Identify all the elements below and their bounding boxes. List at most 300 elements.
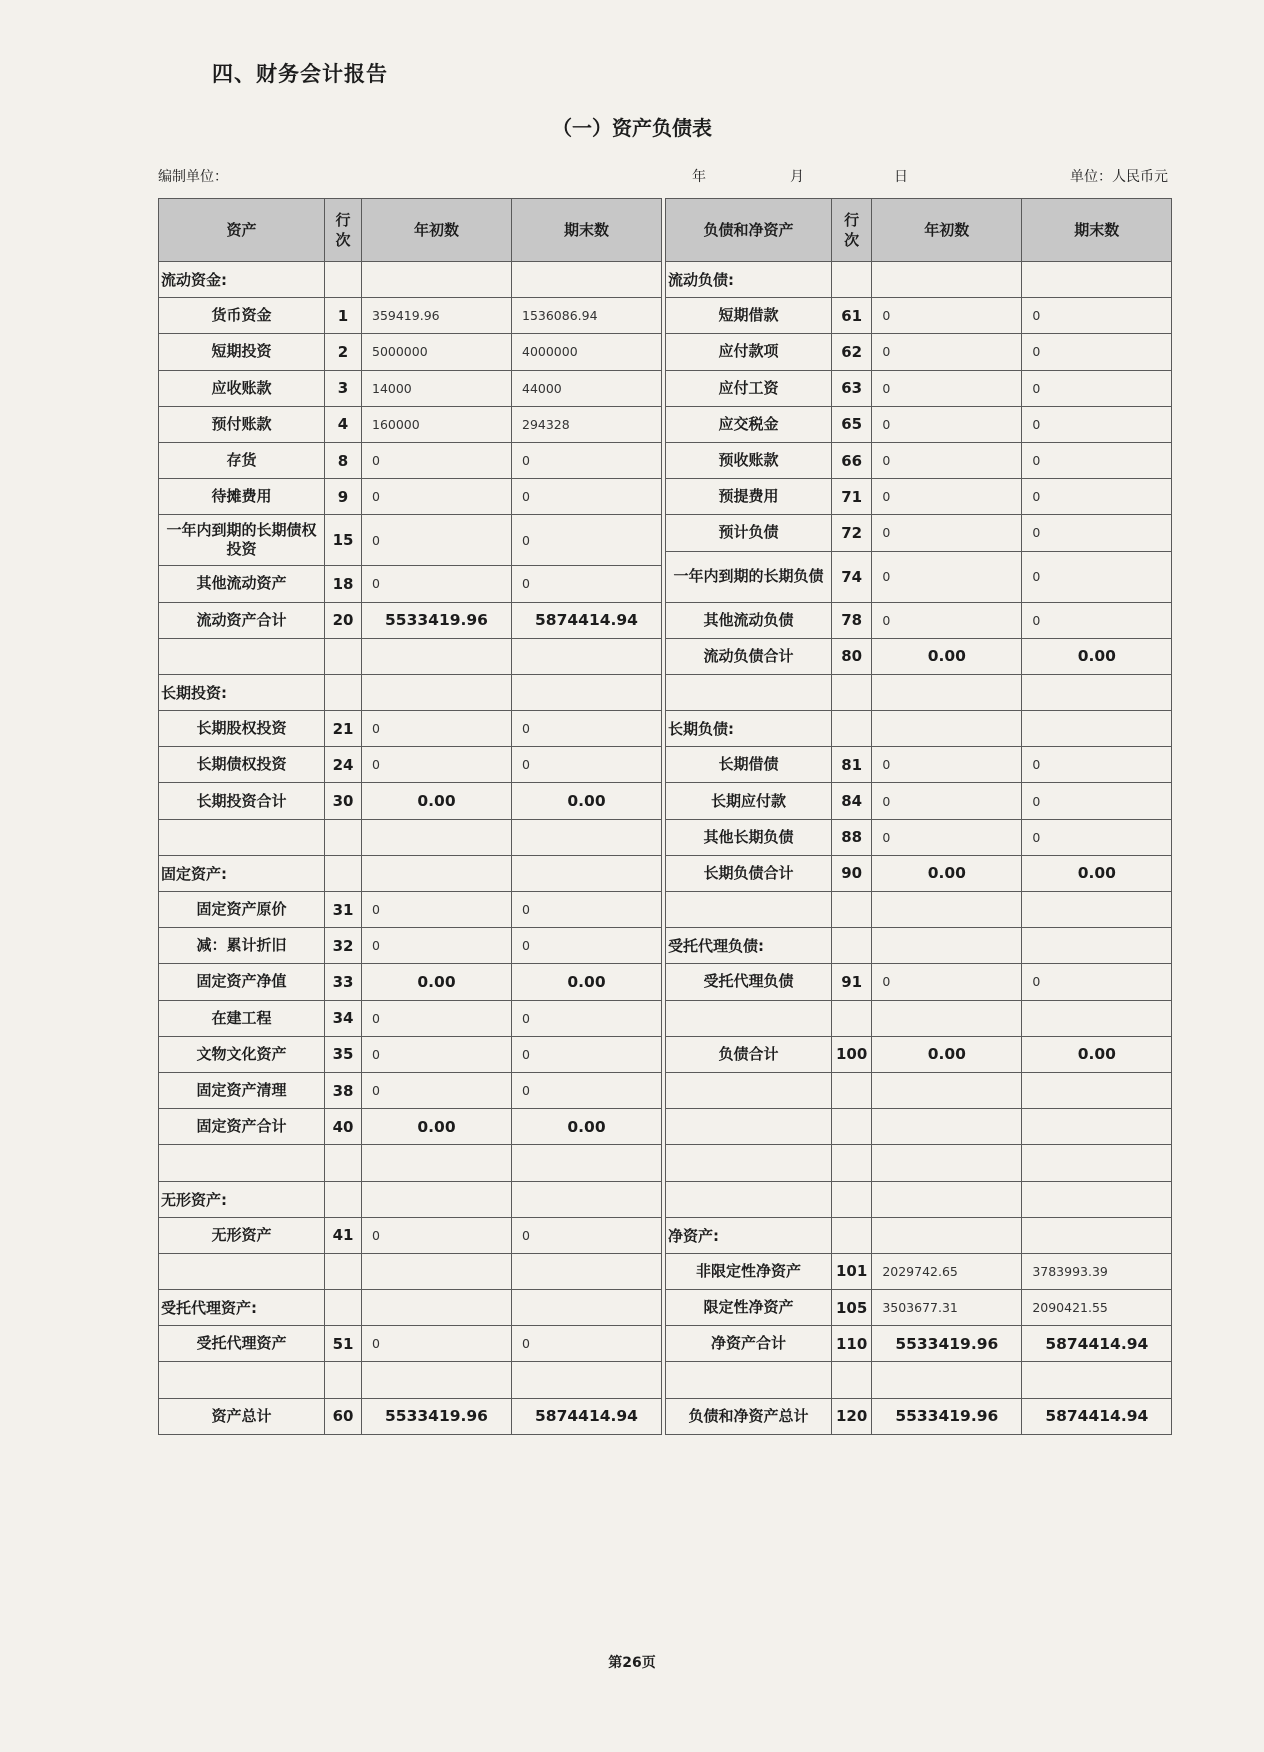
table-row (159, 298, 662, 334)
begin-value-cell (872, 711, 1022, 747)
end-value-cell: 0 (1022, 334, 1172, 370)
end-value-cell: 44000 (512, 370, 662, 406)
compiling-unit-label: 编制单位： (158, 169, 228, 185)
begin-value-cell: 0.00 (872, 855, 1022, 891)
row-label: 待摊费用 (159, 479, 325, 515)
table-row (159, 479, 662, 515)
end-value-cell: 0 (512, 1072, 662, 1108)
row-label: 减：累计折旧 (159, 928, 325, 964)
row-label: 货币资金 (159, 298, 325, 334)
row-label: 短期借款 (666, 298, 832, 334)
line-no-cell: 3 (325, 370, 362, 406)
end-value-cell (512, 855, 662, 891)
table-row (159, 1181, 662, 1217)
blank-cell (325, 1362, 362, 1398)
row-label: 应交税金 (666, 406, 832, 442)
row-label: 长期股权投资 (159, 711, 325, 747)
table-row (159, 515, 662, 566)
line-no-cell: 101 (832, 1253, 872, 1289)
begin-value-cell: 0 (362, 479, 512, 515)
begin-value-cell: 0 (362, 1000, 512, 1036)
end-value-cell: 5874414.94 (512, 602, 662, 638)
end-value-cell: 0.00 (1022, 1036, 1172, 1072)
row-label: 预收账款 (666, 442, 832, 478)
end-value-cell: 0 (1022, 370, 1172, 406)
blank-cell (1022, 674, 1172, 710)
line-no-cell (325, 262, 362, 298)
category-label: 流动负债: (666, 262, 832, 298)
begin-value-cell: 359419.96 (362, 298, 512, 334)
table-row (159, 1217, 662, 1253)
table-row (666, 855, 1172, 891)
line-no-cell: 18 (325, 566, 362, 602)
begin-value-cell: 0 (362, 566, 512, 602)
begin-value-cell (362, 262, 512, 298)
table-row (666, 1362, 1172, 1398)
end-value-cell: 0 (512, 1326, 662, 1362)
begin-value-cell: 5000000 (362, 334, 512, 370)
begin-value-cell: 0 (362, 1217, 512, 1253)
table-row (666, 819, 1172, 855)
line-no-cell (325, 1181, 362, 1217)
row-label: 长期借债 (666, 747, 832, 783)
table-row (159, 1145, 662, 1181)
row-label: 其他流动资产 (159, 566, 325, 602)
begin-value-cell: 0 (872, 298, 1022, 334)
blank-cell (325, 638, 362, 674)
table-row (159, 1398, 662, 1434)
line-no-cell: 9 (325, 479, 362, 515)
col-header-begin: 年初数 (362, 199, 512, 262)
end-value-cell: 3783993.39 (1022, 1253, 1172, 1289)
blank-cell (872, 1362, 1022, 1398)
begin-value-cell (362, 1181, 512, 1217)
begin-value-cell: 0 (362, 442, 512, 478)
row-label: 固定资产清理 (159, 1072, 325, 1108)
end-value-cell: 294328 (512, 406, 662, 442)
end-value-cell: 0 (1022, 442, 1172, 478)
line-no-cell: 84 (832, 783, 872, 819)
table-row (159, 406, 662, 442)
line-no-cell: 105 (832, 1290, 872, 1326)
end-value-cell: 0 (1022, 602, 1172, 638)
line-no-cell: 30 (325, 783, 362, 819)
blank-cell (832, 892, 872, 928)
end-value-cell: 0 (512, 928, 662, 964)
row-label: 存货 (159, 442, 325, 478)
end-value-cell: 0 (512, 566, 662, 602)
assets-table (158, 198, 662, 1435)
row-label: 应付工资 (666, 370, 832, 406)
table-row (159, 1362, 662, 1398)
row-label: 文物文化资产 (159, 1036, 325, 1072)
table-row (666, 928, 1172, 964)
line-no-cell (325, 1290, 362, 1326)
category-label: 长期投资: (159, 674, 325, 710)
line-no-cell (832, 928, 872, 964)
line-no-cell: 1 (325, 298, 362, 334)
begin-value-cell: 0 (872, 964, 1022, 1000)
table-row (666, 783, 1172, 819)
line-no-cell: 21 (325, 711, 362, 747)
line-no-cell: 41 (325, 1217, 362, 1253)
end-value-cell: 0.00 (512, 783, 662, 819)
table-row (159, 262, 662, 298)
table-row (666, 1181, 1172, 1217)
year-label: 年 (692, 169, 706, 185)
blank-cell (666, 1109, 832, 1145)
begin-value-cell: 0 (362, 892, 512, 928)
row-label: 长期债权投资 (159, 747, 325, 783)
table-title: （一）资产负债表 (552, 116, 712, 140)
col-header-line-no: 行次 (325, 199, 362, 262)
table-row (159, 1109, 662, 1145)
begin-value-cell: 0.00 (872, 638, 1022, 674)
page-number: 第26页 (608, 1655, 656, 1671)
end-value-cell: 0 (1022, 298, 1172, 334)
begin-value-cell: 5533419.96 (362, 602, 512, 638)
line-no-cell: 60 (325, 1398, 362, 1434)
category-label: 固定资产: (159, 855, 325, 891)
line-no-cell: 61 (832, 298, 872, 334)
blank-cell (362, 819, 512, 855)
table-row (666, 964, 1172, 1000)
table-row (159, 855, 662, 891)
table-row (666, 406, 1172, 442)
line-no-cell: 74 (832, 551, 872, 602)
row-label: 短期投资 (159, 334, 325, 370)
end-value-cell: 0 (512, 711, 662, 747)
table-row (159, 1072, 662, 1108)
end-value-cell: 5874414.94 (1022, 1398, 1172, 1434)
line-no-cell: 4 (325, 406, 362, 442)
line-no-cell: 32 (325, 928, 362, 964)
table-row (666, 551, 1172, 602)
table-row (666, 298, 1172, 334)
begin-value-cell: 0 (872, 783, 1022, 819)
line-no-cell: 51 (325, 1326, 362, 1362)
blank-cell (1022, 1181, 1172, 1217)
table-row (159, 674, 662, 710)
row-label: 一年内到期的长期债权投资 (159, 515, 325, 566)
begin-value-cell: 0.00 (362, 964, 512, 1000)
table-row (666, 334, 1172, 370)
begin-value-cell (362, 674, 512, 710)
line-no-cell (325, 855, 362, 891)
row-label: 预提费用 (666, 479, 832, 515)
end-value-cell: 0 (1022, 819, 1172, 855)
blank-cell (666, 1072, 832, 1108)
blank-cell (362, 1362, 512, 1398)
row-label: 其他长期负债 (666, 819, 832, 855)
table-row (159, 442, 662, 478)
end-value-cell: 0.00 (512, 1109, 662, 1145)
table-row (159, 783, 662, 819)
table-row (159, 1000, 662, 1036)
blank-cell (512, 638, 662, 674)
row-label: 流动负债合计 (666, 638, 832, 674)
end-value-cell (1022, 711, 1172, 747)
line-no-cell: 91 (832, 964, 872, 1000)
blank-cell (1022, 1072, 1172, 1108)
table-row (666, 442, 1172, 478)
table-row (159, 1290, 662, 1326)
begin-value-cell: 14000 (362, 370, 512, 406)
begin-value-cell: 0 (872, 515, 1022, 551)
row-label: 受托代理资产 (159, 1326, 325, 1362)
end-value-cell: 0 (512, 747, 662, 783)
category-label: 流动资金: (159, 262, 325, 298)
col-header-end: 期末数 (1022, 199, 1172, 262)
line-no-cell: 40 (325, 1109, 362, 1145)
begin-value-cell: 160000 (362, 406, 512, 442)
blank-cell (666, 1000, 832, 1036)
begin-value-cell (362, 855, 512, 891)
blank-cell (872, 1145, 1022, 1181)
row-label: 流动资产合计 (159, 602, 325, 638)
blank-cell (325, 819, 362, 855)
blank-cell (159, 1362, 325, 1398)
line-no-cell: 33 (325, 964, 362, 1000)
begin-value-cell: 0 (362, 515, 512, 566)
begin-value-cell: 0 (872, 442, 1022, 478)
line-no-cell: 63 (832, 370, 872, 406)
end-value-cell: 0 (512, 442, 662, 478)
end-value-cell: 0 (512, 1000, 662, 1036)
line-no-cell: 71 (832, 479, 872, 515)
row-label: 应收账款 (159, 370, 325, 406)
blank-cell (832, 1000, 872, 1036)
category-label: 无形资产: (159, 1181, 325, 1217)
table-row (666, 674, 1172, 710)
blank-cell (325, 1145, 362, 1181)
month-label: 月 (790, 169, 804, 185)
end-value-cell: 5874414.94 (512, 1398, 662, 1434)
end-value-cell: 4000000 (512, 334, 662, 370)
row-label: 长期投资合计 (159, 783, 325, 819)
blank-cell (872, 1181, 1022, 1217)
table-row (159, 334, 662, 370)
blank-cell (832, 1362, 872, 1398)
row-label: 预计负债 (666, 515, 832, 551)
table-row (159, 964, 662, 1000)
table-row (666, 479, 1172, 515)
table-row (666, 515, 1172, 551)
blank-cell (666, 1145, 832, 1181)
row-label: 净资产合计 (666, 1326, 832, 1362)
blank-cell (362, 1253, 512, 1289)
table-row (159, 638, 662, 674)
blank-cell (1022, 1109, 1172, 1145)
blank-cell (325, 1253, 362, 1289)
col-header-liability: 负债和净资产 (666, 199, 832, 262)
row-label: 应付款项 (666, 334, 832, 370)
table-row (666, 747, 1172, 783)
col-header-begin: 年初数 (872, 199, 1022, 262)
begin-value-cell: 0 (362, 711, 512, 747)
end-value-cell: 0 (512, 479, 662, 515)
row-label: 非限定性净资产 (666, 1253, 832, 1289)
table-row (666, 1109, 1172, 1145)
line-no-cell: 34 (325, 1000, 362, 1036)
line-no-cell (832, 711, 872, 747)
line-no-cell: 31 (325, 892, 362, 928)
begin-value-cell (362, 1290, 512, 1326)
end-value-cell: 0 (1022, 479, 1172, 515)
table-row (666, 1072, 1172, 1108)
line-no-cell (832, 262, 872, 298)
line-no-cell: 110 (832, 1326, 872, 1362)
row-label: 固定资产合计 (159, 1109, 325, 1145)
currency-unit-label: 单位：人民币元 (1070, 169, 1168, 185)
end-value-cell (1022, 928, 1172, 964)
end-value-cell: 0.00 (512, 964, 662, 1000)
table-row (159, 819, 662, 855)
blank-cell (832, 1072, 872, 1108)
line-no-cell: 8 (325, 442, 362, 478)
day-label: 日 (894, 169, 908, 185)
blank-cell (832, 1181, 872, 1217)
table-row (666, 1000, 1172, 1036)
end-value-cell (512, 1181, 662, 1217)
end-value-cell: 0 (512, 892, 662, 928)
begin-value-cell: 5533419.96 (362, 1398, 512, 1434)
begin-value-cell: 0 (872, 747, 1022, 783)
line-no-cell: 15 (325, 515, 362, 566)
line-no-cell: 35 (325, 1036, 362, 1072)
end-value-cell (512, 1290, 662, 1326)
category-label: 受托代理负债: (666, 928, 832, 964)
row-label: 受托代理负债 (666, 964, 832, 1000)
blank-cell (159, 1253, 325, 1289)
blank-cell (159, 638, 325, 674)
line-no-cell: 80 (832, 638, 872, 674)
blank-cell (512, 1145, 662, 1181)
begin-value-cell: 5533419.96 (872, 1398, 1022, 1434)
row-label: 长期负债合计 (666, 855, 832, 891)
end-value-cell (512, 262, 662, 298)
begin-value-cell: 0 (362, 1036, 512, 1072)
table-row (159, 602, 662, 638)
blank-cell (512, 1253, 662, 1289)
end-value-cell: 0 (1022, 747, 1172, 783)
begin-value-cell: 0 (362, 928, 512, 964)
line-no-cell (325, 674, 362, 710)
line-no-cell: 2 (325, 334, 362, 370)
begin-value-cell: 0.00 (362, 783, 512, 819)
begin-value-cell: 5533419.96 (872, 1326, 1022, 1362)
table-row (159, 892, 662, 928)
end-value-cell: 0 (1022, 515, 1172, 551)
blank-cell (159, 819, 325, 855)
table-row (666, 711, 1172, 747)
end-value-cell: 0 (1022, 964, 1172, 1000)
end-value-cell: 0 (1022, 551, 1172, 602)
line-no-cell: 20 (325, 602, 362, 638)
begin-value-cell: 0 (872, 819, 1022, 855)
blank-cell (872, 1000, 1022, 1036)
line-no-cell: 100 (832, 1036, 872, 1072)
begin-value-cell: 0 (872, 479, 1022, 515)
end-value-cell (512, 674, 662, 710)
blank-cell (872, 1109, 1022, 1145)
blank-cell (832, 1109, 872, 1145)
blank-cell (832, 1145, 872, 1181)
blank-cell (666, 892, 832, 928)
row-label: 负债和净资产总计 (666, 1398, 832, 1434)
blank-cell (1022, 1145, 1172, 1181)
row-label: 其他流动负债 (666, 602, 832, 638)
begin-value-cell: 0 (872, 551, 1022, 602)
blank-cell (666, 1362, 832, 1398)
end-value-cell: 0.00 (1022, 855, 1172, 891)
line-no-cell (832, 1217, 872, 1253)
row-label: 资产总计 (159, 1398, 325, 1434)
col-header-line-no: 行次 (832, 199, 872, 262)
line-no-cell: 81 (832, 747, 872, 783)
begin-value-cell: 0 (872, 334, 1022, 370)
blank-cell (666, 1181, 832, 1217)
line-no-cell: 78 (832, 602, 872, 638)
row-label: 负债合计 (666, 1036, 832, 1072)
table-row (666, 1036, 1172, 1072)
line-no-cell: 120 (832, 1398, 872, 1434)
end-value-cell: 0.00 (1022, 638, 1172, 674)
table-row (666, 892, 1172, 928)
end-value-cell: 5874414.94 (1022, 1326, 1172, 1362)
blank-cell (362, 1145, 512, 1181)
table-row (666, 1290, 1172, 1326)
end-value-cell: 0 (1022, 406, 1172, 442)
blank-cell (666, 674, 832, 710)
table-row (159, 711, 662, 747)
category-label: 长期负债: (666, 711, 832, 747)
table-row (159, 1253, 662, 1289)
line-no-cell: 38 (325, 1072, 362, 1108)
row-label: 预付账款 (159, 406, 325, 442)
liabilities-table (665, 198, 1172, 1435)
table-row (666, 1217, 1172, 1253)
col-header-asset: 资产 (159, 199, 325, 262)
blank-cell (512, 1362, 662, 1398)
blank-cell (1022, 1362, 1172, 1398)
blank-cell (512, 819, 662, 855)
category-label: 净资产: (666, 1217, 832, 1253)
col-header-end: 期末数 (512, 199, 662, 262)
table-row (666, 602, 1172, 638)
end-value-cell: 0 (1022, 783, 1172, 819)
table-row (666, 1326, 1172, 1362)
blank-cell (872, 892, 1022, 928)
table-row (159, 566, 662, 602)
table-row (666, 1145, 1172, 1181)
begin-value-cell: 0.00 (872, 1036, 1022, 1072)
blank-cell (159, 1145, 325, 1181)
table-row (159, 747, 662, 783)
row-label: 长期应付款 (666, 783, 832, 819)
table-row (159, 1036, 662, 1072)
begin-value-cell: 3503677.31 (872, 1290, 1022, 1326)
row-label: 一年内到期的长期负债 (666, 551, 832, 602)
blank-cell (1022, 1000, 1172, 1036)
end-value-cell: 1536086.94 (512, 298, 662, 334)
table-row (666, 638, 1172, 674)
row-label: 无形资产 (159, 1217, 325, 1253)
section-title: 四、财务会计报告 (212, 62, 388, 86)
blank-cell (832, 674, 872, 710)
line-no-cell: 90 (832, 855, 872, 891)
end-value-cell: 0 (512, 1217, 662, 1253)
